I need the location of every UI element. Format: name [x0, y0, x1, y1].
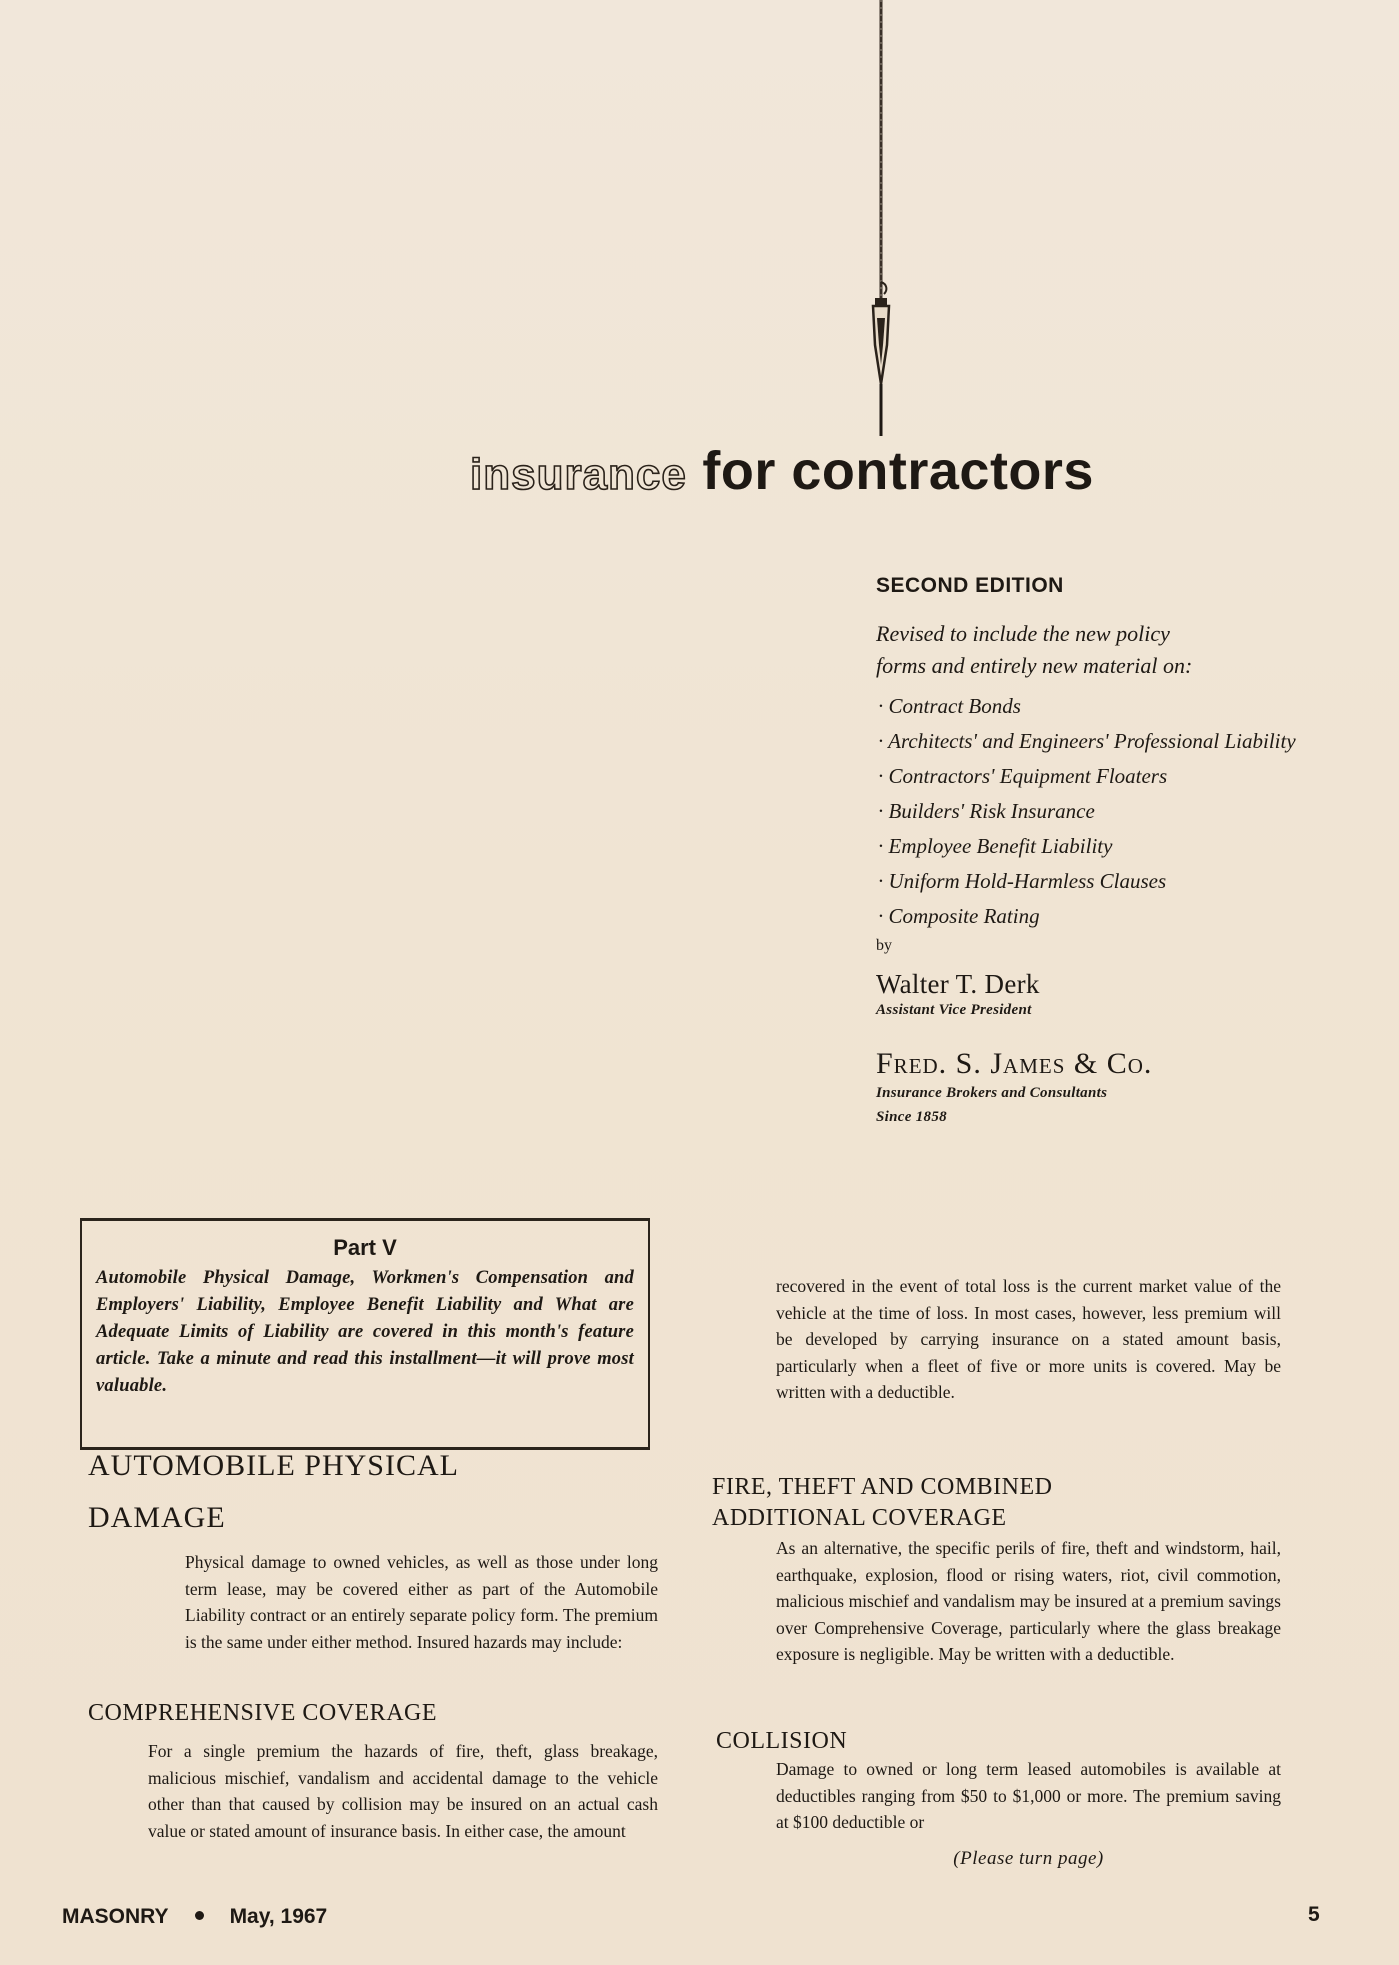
continued-note: (Please turn page)	[953, 1848, 1104, 1869]
topic-item: · Builders' Risk Insurance	[878, 799, 1095, 823]
part-title: Part V	[333, 1235, 397, 1260]
revised-note	[876, 618, 1356, 682]
topic-item: · Contract Bonds	[878, 694, 1021, 718]
company-since: Since 1858	[876, 1109, 947, 1125]
title-rest: for contractors	[702, 441, 1094, 501]
collision-text: Damage to owned or long term leased automobiles is available at deductibles ranging from $50 to $1,000 or more. The premium saving at $100 deductible or	[776, 1759, 1281, 1832]
topic-item: · Architects' and Engineers' Professional Liability	[878, 729, 1296, 753]
topic-item: · Uniform Hold-Harmless Clauses	[878, 869, 1167, 893]
recovered-value-text: recovered in the event of total loss is the current market value of the vehicle at the time of loss. In most cases, however, less premium will be developed by carrying insurance on a stated amount basis, particularly when a fleet of five or more units is covered. May be written with a deductible.	[776, 1276, 1281, 1402]
topic-item: · Composite Rating	[878, 904, 1040, 928]
bullet-dot-icon	[195, 1911, 204, 1920]
page-footer	[62, 1905, 327, 1929]
author-name: Walter T. Derk	[876, 969, 1040, 999]
collision-heading: COLLISION	[716, 1728, 848, 1754]
company-name: Fred. S. James & Co.	[876, 1047, 1153, 1080]
fire-theft-text: As an alternative, the specific perils of fire, theft and windstorm, hail, earthquake, explosion, flood or rising waters, riot, civil commotion, malicious mischief and vandalism may be insured at a premium savings over Comprehensive Coverage, particularly where the glass breakage exposure is negligible. May be written with a deductible.	[776, 1538, 1281, 1664]
page-title	[470, 440, 1250, 500]
topic-item: · Employee Benefit Liability	[878, 834, 1113, 858]
edition-info	[876, 574, 1356, 1129]
part-summary-box	[80, 1218, 650, 1450]
topic-item: · Contractors' Equipment Floaters	[878, 764, 1168, 788]
edition-label: SECOND EDITION	[876, 574, 1064, 597]
comprehensive-coverage-heading: COMPREHENSIVE COVERAGE	[88, 1700, 438, 1726]
page-number: 5	[1308, 1903, 1320, 1926]
topics-list	[876, 692, 1356, 930]
auto-physical-damage-heading: AUTOMOBILE PHYSICAL DAMAGE	[88, 1449, 459, 1534]
plumb-bob-illustration	[860, 0, 900, 440]
fire-theft-heading: FIRE, THEFT AND COMBINED ADDITIONAL COVERAGE	[712, 1474, 1053, 1531]
revised-line-2: forms and entirely new material on:	[876, 653, 1193, 678]
magazine-name: MASONRY	[62, 1905, 169, 1928]
company-description: Insurance Brokers and Consultants	[876, 1085, 1108, 1101]
issue-date: May, 1967	[229, 1905, 328, 1928]
author-title: Assistant Vice President	[876, 1002, 1032, 1018]
title-outlined-word: insurance	[470, 450, 687, 499]
comprehensive-coverage-text: For a single premium the hazards of fire, theft, glass breakage, malicious mischief, vandalism and accidental damage to the vehicle other than that caused by collision may be insured on an actual cash value or stated amount of insurance basis. In either case, the amount	[148, 1741, 658, 1841]
part-summary-text: Automobile Physical Damage, Workmen's Compensation and Employers' Liability, Employee Benefit Liability and What are Adequate Limits of Liability are covered in this month's feature article. Take a minute and read this installment—it will prove most valuable.	[96, 1268, 634, 1396]
revised-line-1: Revised to include the new policy	[876, 621, 1170, 646]
byline-by: by	[876, 937, 892, 954]
auto-physical-damage-text: Physical damage to owned vehicles, as well as those under long term lease, may be covered either as part of the Automobile Liability contract or an entirely separate policy form. The premium is the same under either method. Insured hazards may include:	[185, 1552, 658, 1652]
